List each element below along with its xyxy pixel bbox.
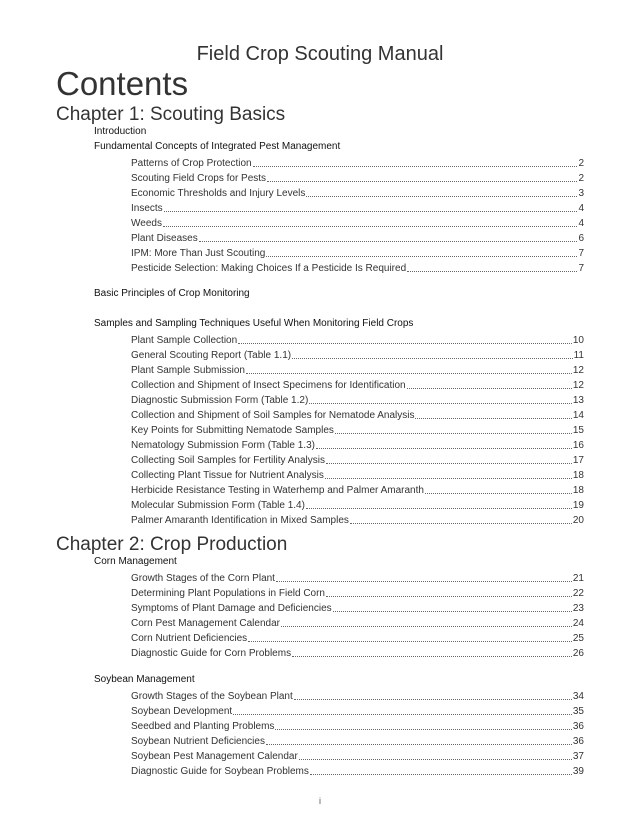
dot-leader [253,166,578,167]
toc-entry[interactable] [131,763,584,778]
toc-entry-title: Collection and Shipment of Soil Samples for Nematode Analysis [131,410,415,421]
toc-entry[interactable] [131,230,584,245]
toc-entry-page: 18 [572,485,584,496]
toc-entry-title: Growth Stages of the Soybean Plant [131,691,293,702]
dot-leader [407,388,572,389]
toc-entry[interactable] [131,200,584,215]
dot-leader [310,774,572,775]
toc-entry-title: Collection and Shipment of Insect Specimens for Identification [131,380,406,391]
toc-entry-page: 2 [578,173,584,184]
toc-entry-page: 26 [572,648,584,659]
toc-entry-title: Determining Plant Populations in Field Corn [131,588,325,599]
toc-entry-page: 16 [572,440,584,451]
toc-entry[interactable] [131,155,584,170]
toc-entry-page: 18 [572,470,584,481]
dot-leader [326,596,572,597]
toc-entry-title: Corn Pest Management Calendar [131,618,280,629]
dot-leader [276,581,572,582]
toc-entry[interactable] [131,585,584,600]
toc-entry-title: Key Points for Submitting Nematode Samples [131,425,334,436]
toc-entry[interactable] [131,703,584,718]
toc-entry-page: 6 [578,233,584,244]
dot-leader [326,463,572,464]
toc-entry[interactable] [131,630,584,645]
dot-leader [292,358,573,359]
toc-entry-page: 19 [572,500,584,511]
toc-entry[interactable] [131,185,584,200]
dot-leader [275,729,571,730]
toc-entry[interactable] [131,600,584,615]
toc-entry-page: 36 [572,721,584,732]
toc-entry[interactable] [131,512,584,527]
toc-entry[interactable] [131,170,584,185]
toc-entry-page: 21 [572,573,584,584]
dot-leader [425,493,572,494]
toc-entry-page: 36 [572,736,584,747]
toc-entry-title: IPM: More Than Just Scouting [131,248,266,259]
toc-entry-title: Patterns of Crop Protection [131,158,252,169]
page-number: i [319,796,321,806]
toc-entry[interactable] [131,245,584,260]
section-samples: Samples and Sampling Techniques Useful When Monitoring Field Crops [94,318,414,329]
toc-entry-page: 12 [572,365,584,376]
dot-leader [266,256,577,257]
toc-entry-page: 15 [572,425,584,436]
toc-entry-page: 13 [572,395,584,406]
section-monitoring: Basic Principles of Crop Monitoring [94,288,250,299]
toc-entry-title: Plant Sample Collection [131,335,238,346]
toc-entry[interactable] [131,688,584,703]
toc-entry-page: 12 [572,380,584,391]
toc-entry-page: 7 [578,248,584,259]
toc-entry-title: Diagnostic Submission Form (Table 1.2) [131,395,309,406]
toc-entry-page: 7 [578,263,584,274]
dot-leader [407,271,577,272]
dot-leader [281,626,572,627]
toc-entry[interactable] [131,467,584,482]
toc-entry-page: 4 [578,203,584,214]
toc-entry-title: Collecting Soil Samples for Fertility Analysis [131,455,325,466]
dot-leader [294,699,572,700]
toc-entry[interactable] [131,718,584,733]
toc-entry-page: 2 [578,158,584,169]
section-soybean: Soybean Management [94,674,195,685]
toc-entry[interactable] [131,615,584,630]
toc-entry-page: 17 [572,455,584,466]
toc-entry[interactable] [131,570,584,585]
section-introduction: Introduction [94,126,147,137]
toc-entry[interactable] [131,332,584,347]
toc-entry-title: Nematology Submission Form (Table 1.3) [131,440,315,451]
toc-entry-title: Collecting Plant Tissue for Nutrient Analysis [131,470,324,481]
chapter-1-title: Chapter 1: Scouting Basics [56,104,286,125]
toc-entry-page: 20 [572,515,584,526]
dot-leader [306,196,577,197]
toc-entry-page: 39 [572,766,584,777]
toc-entry-page: 3 [578,188,584,199]
section-fundamental-concepts: Fundamental Concepts of Integrated Pest Management [94,141,341,152]
toc-entry-title: Soybean Development [131,706,233,717]
dot-leader [164,211,578,212]
toc-entry-title: Herbicide Resistance Testing in Waterhemp and Palmer Amaranth [131,485,424,496]
toc-entry[interactable] [131,260,584,275]
dot-leader [335,433,572,434]
toc-entry[interactable] [131,452,584,467]
dot-leader [267,181,577,182]
toc-entry-page: 35 [572,706,584,717]
manual-title: Field Crop Scouting Manual [196,43,444,65]
toc-entry-page: 37 [572,751,584,762]
toc-entry[interactable] [131,748,584,763]
toc-entry-title: Weeds [131,218,162,229]
toc-entry-title: Scouting Field Crops for Pests [131,173,267,184]
toc-entry-title: Symptoms of Plant Damage and Deficiencies [131,603,332,614]
toc-entry-title: Corn Nutrient Deficiencies [131,633,248,644]
dot-leader [350,523,572,524]
toc-entry-title: Growth Stages of the Corn Plant [131,573,275,584]
dot-leader [333,611,572,612]
toc-entry[interactable] [131,215,584,230]
dot-leader [316,448,572,449]
toc-entry-page: 4 [578,218,584,229]
toc-entry-title: Plant Sample Submission [131,365,245,376]
toc-entry-title: Soybean Pest Management Calendar [131,751,298,762]
toc-entry[interactable] [131,733,584,748]
toc-entry[interactable] [131,645,584,660]
toc-entry-title: Soybean Nutrient Deficiencies [131,736,265,747]
toc-entry-page: 25 [572,633,584,644]
dot-leader [246,373,572,374]
dot-leader [248,641,572,642]
toc-entry-page: 10 [572,335,584,346]
dot-leader [266,744,572,745]
toc-entry-page: 23 [572,603,584,614]
dot-leader [306,508,572,509]
toc-entry-title: Plant Diseases [131,233,198,244]
toc-entry-title: Pesticide Selection: Making Choices If a Pesticide Is Required [131,263,407,274]
toc-entry[interactable] [131,392,584,407]
toc-entry[interactable] [131,377,584,392]
toc-entry-title: Palmer Amaranth Identification in Mixed Samples [131,515,349,526]
toc-entry-title: Molecular Submission Form (Table 1.4) [131,500,305,511]
dot-leader [415,418,571,419]
chapter-2-title: Chapter 2: Crop Production [56,534,288,555]
toc-entry-page: 22 [572,588,584,599]
toc-entry-title: General Scouting Report (Table 1.1) [131,350,292,361]
toc-entry-title: Diagnostic Guide for Corn Problems [131,648,292,659]
dot-leader [163,226,577,227]
dot-leader [233,714,572,715]
toc-entry-page: 34 [572,691,584,702]
toc-entry-title: Insects [131,203,163,214]
dot-leader [309,403,572,404]
dot-leader [299,759,572,760]
contents-heading: Contents [56,65,189,102]
toc-entry-page: 14 [572,410,584,421]
toc-entry-page: 24 [572,618,584,629]
toc-entry-title: Diagnostic Guide for Soybean Problems [131,766,309,777]
section-corn: Corn Management [94,556,177,567]
toc-entry[interactable] [131,497,584,512]
toc-entry[interactable] [131,482,584,497]
toc-entry-title: Economic Thresholds and Injury Levels [131,188,306,199]
toc-entry-title: Seedbed and Planting Problems [131,721,275,732]
toc-entry[interactable] [131,437,584,452]
toc-entry[interactable] [131,362,584,377]
toc-entry[interactable] [131,407,584,422]
toc-entry[interactable] [131,347,584,362]
dot-leader [238,343,572,344]
dot-leader [325,478,572,479]
dot-leader [292,656,572,657]
toc-entry-page: 11 [573,350,584,361]
dot-leader [199,241,578,242]
toc-entry[interactable] [131,422,584,437]
